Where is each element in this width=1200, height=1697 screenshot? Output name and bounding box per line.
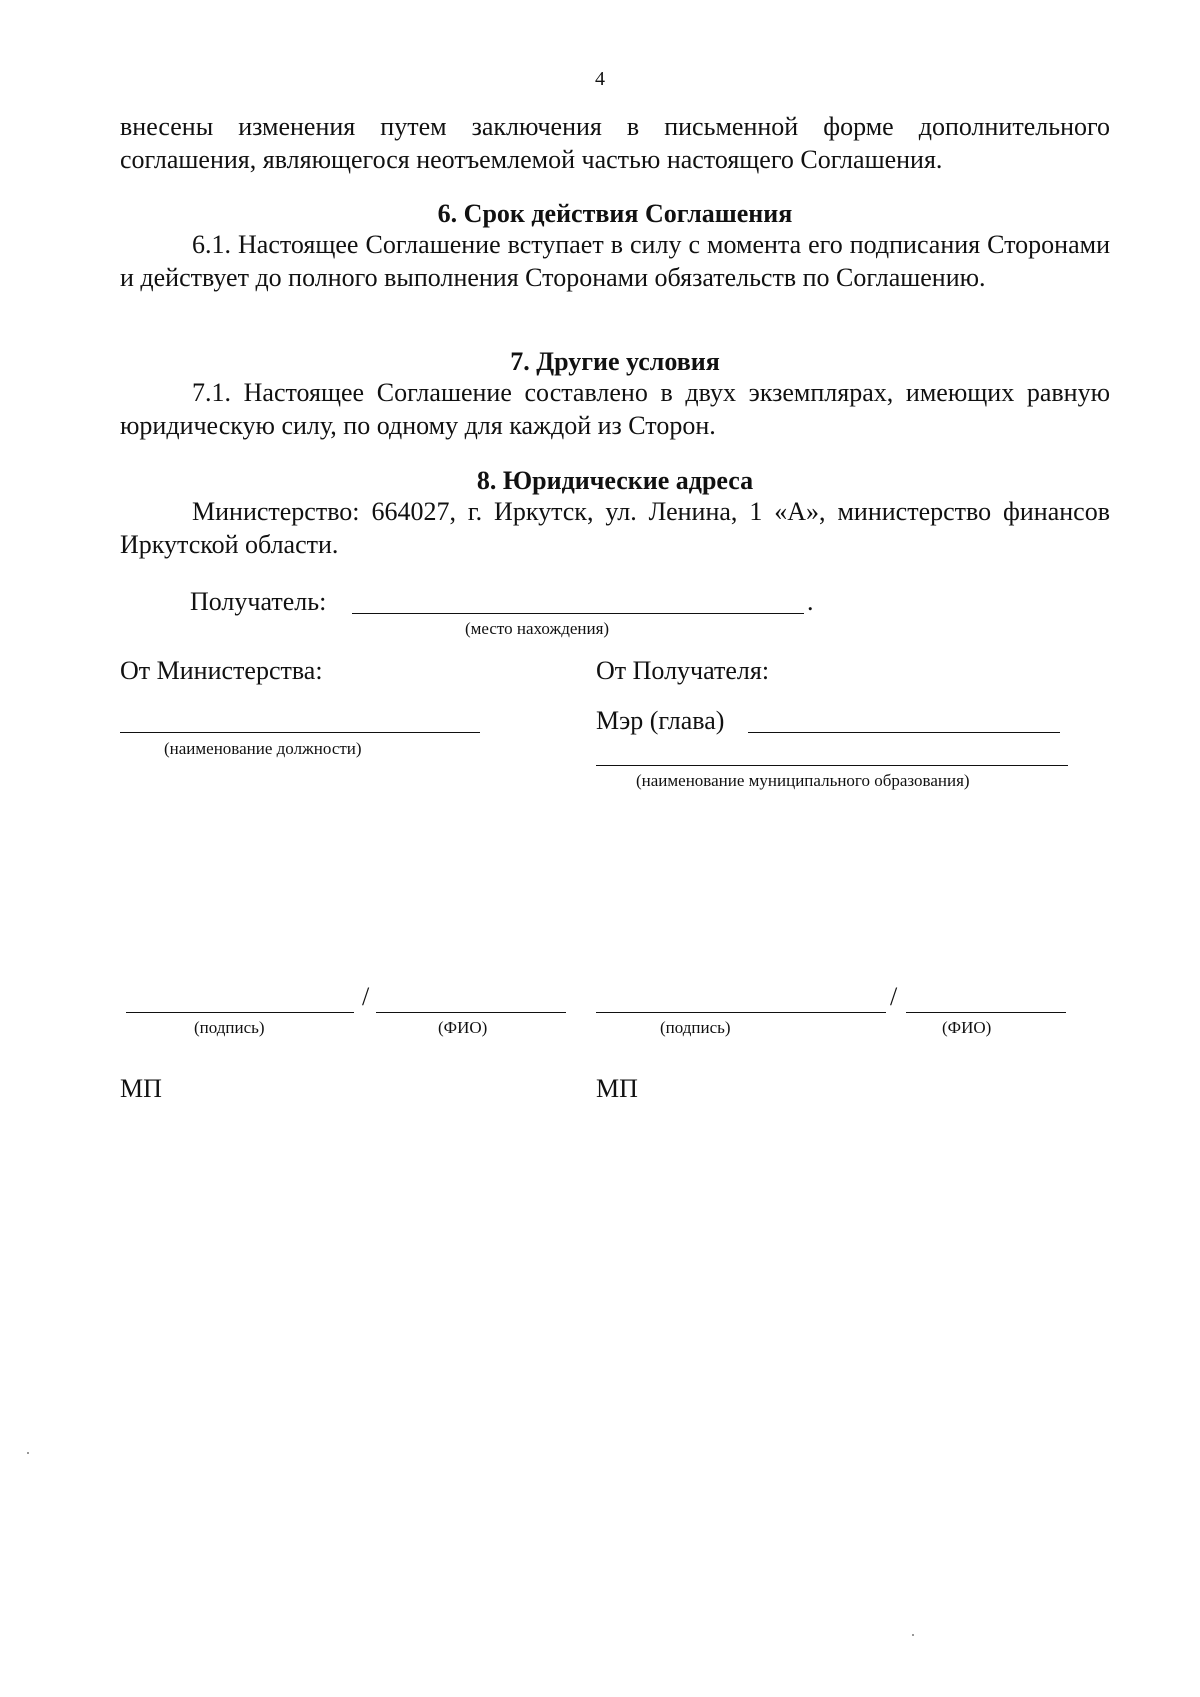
ministry-signature-caption: (подпись) <box>194 1018 265 1037</box>
recipient-separator: / <box>890 982 898 1011</box>
ministry-position-line[interactable] <box>120 732 480 733</box>
recipient-line-end: . <box>807 587 814 616</box>
ministry-name-line[interactable] <box>376 1012 566 1013</box>
section-8-heading: 8. Юридические адреса <box>476 466 754 495</box>
ministry-side-header: От Министерства: <box>120 656 323 685</box>
ministry-separator: / <box>362 982 370 1011</box>
recipient-signature-line[interactable] <box>596 1012 886 1013</box>
municipality-caption: (наименование муниципального образования) <box>636 771 970 790</box>
municipality-line[interactable] <box>596 765 1068 766</box>
section-7-heading: 7. Другие условия <box>510 347 720 376</box>
scan-speck <box>27 1452 29 1454</box>
location-caption: (место нахождения) <box>465 619 610 638</box>
mayor-label: Мэр (глава) <box>596 706 725 735</box>
mayor-line[interactable] <box>748 732 1060 733</box>
clause-7-1: 7.1. Настоящее Соглашение составлено в двух экземплярах, имеющих равную юридическую силу, по одному для каждой из Сторон. <box>120 378 1110 440</box>
recipient-seal-mark: МП <box>596 1074 638 1103</box>
clause-6-1: 6.1. Настоящее Соглашение вступает в силу с момента его подписания Сторонами и действует до полного выполнения Сторонами обязательств по Соглашению. <box>120 230 1110 292</box>
ministry-address: Министерство: 664027, г. Иркутск, ул. Ленина, 1 «А», министерство финансов Иркутской области. <box>120 497 1110 559</box>
recipient-name-caption: (ФИО) <box>942 1018 992 1037</box>
recipient-signature-caption: (подпись) <box>660 1018 731 1037</box>
recipient-label: Получатель: <box>190 587 327 616</box>
section-6-heading: 6. Срок действия Соглашения <box>437 199 793 228</box>
intro-paragraph: внесены изменения путем заключения в письменной форме дополнительного соглашения, являющегося неотъемлемой частью настоящего Соглашения. <box>120 112 1110 174</box>
position-caption: (наименование должности) <box>164 739 362 758</box>
ministry-name-caption: (ФИО) <box>438 1018 488 1037</box>
scan-speck <box>912 1634 914 1636</box>
recipient-name-line[interactable] <box>906 1012 1066 1013</box>
ministry-seal-mark: МП <box>120 1074 162 1103</box>
ministry-signature-line[interactable] <box>126 1012 354 1013</box>
page-number: 4 <box>595 68 605 90</box>
recipient-side-header: От Получателя: <box>596 656 770 685</box>
recipient-location-line[interactable] <box>352 613 804 614</box>
